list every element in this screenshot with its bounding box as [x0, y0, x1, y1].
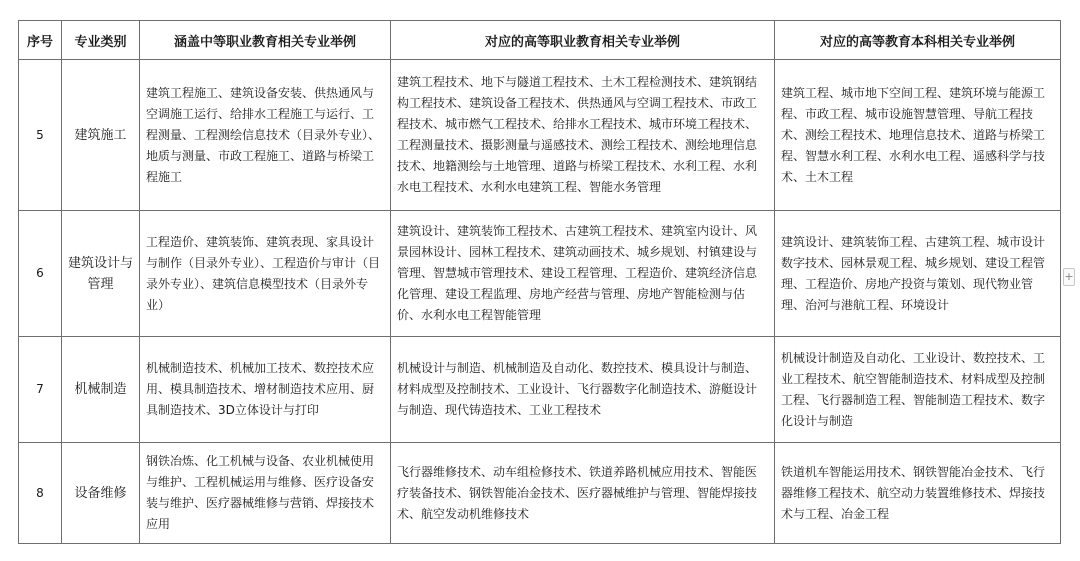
- expand-table-icon[interactable]: +: [1063, 268, 1075, 286]
- cell-category: 建筑设计与管理: [62, 211, 140, 337]
- cell-secondary: 工程造价、建筑装饰、建筑表现、家具设计与制作（目录外专业）、工程造价与审计（目录外专业）、建筑信息模型技术（目录外专业）: [140, 211, 391, 337]
- cell-num: 5: [19, 60, 62, 211]
- cell-category: 建筑施工: [62, 60, 140, 211]
- cell-num: 8: [19, 443, 62, 544]
- header-undergraduate: 对应的高等教育本科相关专业举例: [775, 21, 1061, 60]
- cell-undergraduate: 建筑工程、城市地下空间工程、建筑环境与能源工程、市政工程、城市设施智慧管理、导航工程技术、测绘工程技术、地理信息技术、道路与桥梁工程、智慧水利工程、水利水电工程、遥感科学与技术、土木工程: [775, 60, 1061, 211]
- table-row: [19, 211, 1061, 337]
- cell-higher-vocational: 建筑工程技术、地下与隧道工程技术、土木工程检测技术、建筑钢结构工程技术、建筑设备工程技术、供热通风与空调工程技术、市政工程技术、城市燃气工程技术、给排水工程技术、城市环境工程技术、工程测量技术、摄影测量与遥感技术、测绘工程技术、测绘地理信息技术、地籍测绘与土地管理、道路与桥梁工程技术、水利工程、水利水电工程技术、水利水电建筑工程、智能水务管理: [391, 60, 775, 211]
- header-secondary: 涵盖中等职业教育相关专业举例: [140, 21, 391, 60]
- cell-secondary: 机械制造技术、机械加工技术、数控技术应用、模具制造技术、增材制造技术应用、厨具制造技术、3D立体设计与打印: [140, 337, 391, 443]
- cell-undergraduate: 建筑设计、建筑装饰工程、古建筑工程、城市设计数字技术、园林景观工程、城乡规划、建设工程管理、工程造价、房地产投资与策划、现代物业管理、治河与港航工程、环境设计: [775, 211, 1061, 337]
- table-row: [19, 60, 1061, 211]
- cell-num: 7: [19, 337, 62, 443]
- table-row: [19, 337, 1061, 443]
- cell-num: 6: [19, 211, 62, 337]
- header-higher-vocational: 对应的高等职业教育相关专业举例: [391, 21, 775, 60]
- cell-higher-vocational: 机械设计与制造、机械制造及自动化、数控技术、模具设计与制造、材料成型及控制技术、工业设计、飞行器数字化制造技术、游艇设计与制造、现代铸造技术、工业工程技术: [391, 337, 775, 443]
- cell-secondary: 钢铁冶炼、化工机械与设备、农业机械使用与维护、工程机械运用与维修、医疗设备安装与维护、医疗器械维修与营销、焊接技术应用: [140, 443, 391, 544]
- cell-higher-vocational: 飞行器维修技术、动车组检修技术、铁道养路机械应用技术、智能医疗装备技术、钢铁智能冶金技术、医疗器械维护与管理、智能焊接技术、航空发动机维修技术: [391, 443, 775, 544]
- cell-undergraduate: 铁道机车智能运用技术、钢铁智能冶金技术、飞行器维修工程技术、航空动力装置维修技术、焊接技术与工程、冶金工程: [775, 443, 1061, 544]
- cell-secondary: 建筑工程施工、建筑设备安装、供热通风与空调施工运行、给排水工程施工与运行、工程测量、工程测绘信息技术（目录外专业）、地质与测量、市政工程施工、道路与桥梁工程施工: [140, 60, 391, 211]
- cell-category: 设备维修: [62, 443, 140, 544]
- header-num: 序号: [19, 21, 62, 60]
- header-category: 专业类别: [62, 21, 140, 60]
- major-mapping-table: [18, 20, 1061, 544]
- table-row: [19, 443, 1061, 544]
- table-header-row: [19, 21, 1061, 60]
- cell-higher-vocational: 建筑设计、建筑装饰工程技术、古建筑工程技术、建筑室内设计、风景园林设计、园林工程技术、建筑动画技术、城乡规划、村镇建设与管理、智慧城市管理技术、建设工程管理、工程造价、建筑经济信息化管理、建设工程监理、房地产经营与管理、房地产智能检测与估价、水利水电工程智能管理: [391, 211, 775, 337]
- cell-category: 机械制造: [62, 337, 140, 443]
- cell-undergraduate: 机械设计制造及自动化、工业设计、数控技术、工业工程技术、航空智能制造技术、材料成型及控制工程、飞行器制造工程、智能制造工程技术、数字化设计与制造: [775, 337, 1061, 443]
